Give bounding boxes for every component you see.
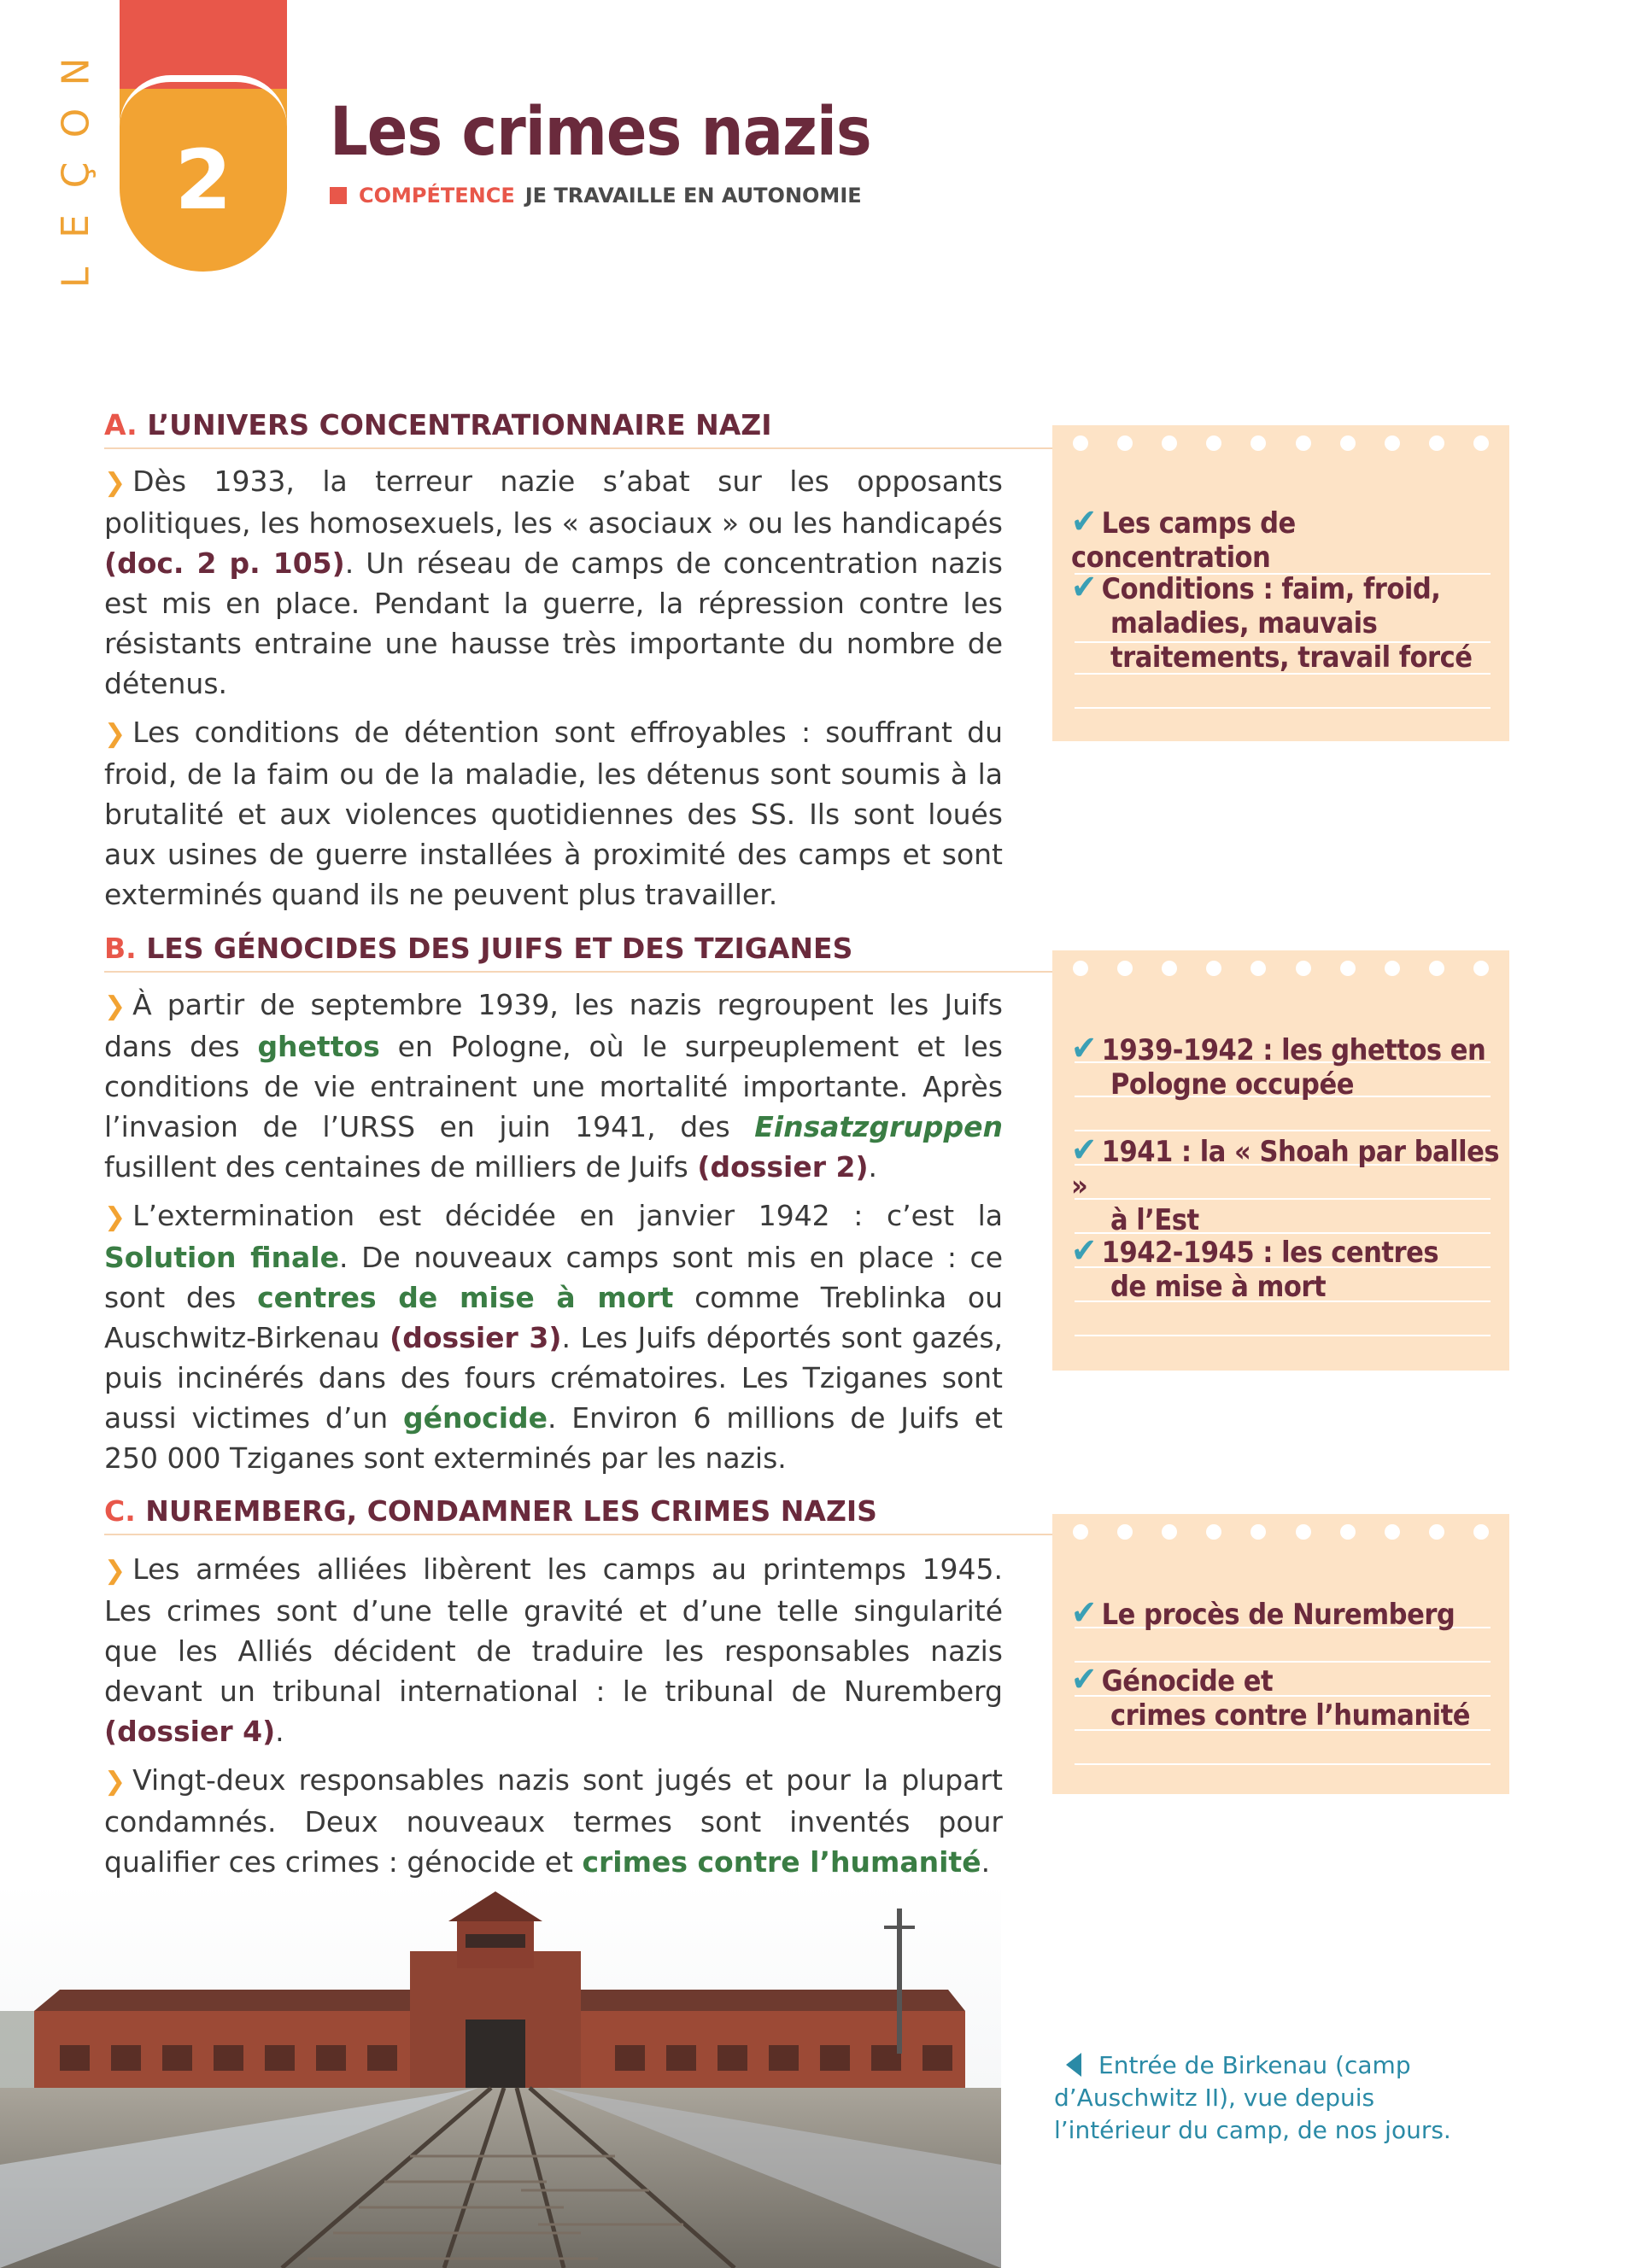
- section-title: LES GÉNOCIDES DES JUIFS ET DES TZIGANES: [146, 932, 853, 965]
- photo-caption: [1054, 2049, 1498, 2147]
- lecon-letter: E: [54, 213, 97, 238]
- paragraph-arrow-icon: ❯: [104, 1767, 126, 1797]
- paragraph-arrow-icon: ❯: [104, 1556, 126, 1586]
- section-title: L’UNIVERS CONCENTRATIONNAIRE NAZI: [147, 408, 772, 441]
- paragraph: [104, 712, 1003, 915]
- section-a-body: [104, 461, 1003, 923]
- section-a-heading: [104, 408, 772, 442]
- keyword: crimes contre l’humanité: [582, 1845, 981, 1879]
- paragraph-arrow-icon: ❯: [104, 991, 126, 1021]
- memo-box-c: [1052, 1514, 1509, 1794]
- check-icon: ✔: [1071, 1131, 1097, 1170]
- competence-square-icon: [330, 187, 347, 204]
- doc-reference: (doc. 2 p. 105): [104, 547, 345, 580]
- paragraph: ❯ L’extermination est décidée en janvier 1942 : c’est la Solution finale. De nouveaux camps sont mis en place : ce sont des centres de mise à mort comme Treblinka ou Auschwitz-Birkenau (dossier 3). Les Juifs déportés sont gazés, puis incinérés dans des fours crématoires. Les Tziganes sont aussi victimes d’un génocide. Environ 6 millions de Juifs et 250 000 Tziganes sont exterminés par les nazis.: [104, 1199, 1004, 1475]
- section-c-rule: [104, 1534, 1057, 1535]
- page-title: Les crimes nazis: [330, 94, 871, 171]
- check-icon: ✔: [1071, 1593, 1097, 1633]
- section-b-rule: [104, 971, 1057, 973]
- memo-item: ✔ 1942-1945 : les centres de mise à mort: [1071, 1231, 1439, 1304]
- doc-reference: (dossier 2): [697, 1150, 869, 1184]
- check-icon: ✔: [1071, 1029, 1097, 1068]
- paragraph: ❯ Les armées alliées libèrent les camps au printemps 1945. Les crimes sont d’une telle gravité et d’une telle singularité que les Alliés décident de traduire les responsables nazis devant un tribunal international : le tribunal de Nuremberg (dossier 4).: [104, 1552, 1003, 1748]
- check-icon: ✔: [1071, 502, 1097, 541]
- memo-item: ✔ Génocide et crimes contre l’humanité: [1071, 1660, 1471, 1733]
- birkenau-photo: [0, 1883, 1001, 2268]
- lecon-letter: Ç: [53, 161, 97, 188]
- badge-white-arc: [120, 75, 287, 126]
- caption-text: Entrée de Birkenau (camp d’Auschwitz II), vue depuis l’intérieur du camp, de nos jours.: [1054, 2051, 1451, 2144]
- competence-text: JE TRAVAILLE EN AUTONOMIE: [524, 184, 862, 208]
- keyword: ghettos: [257, 1030, 380, 1063]
- lecon-letter: N: [53, 57, 97, 86]
- memo-item: ✔ Conditions : faim, froid, maladies, mauvais traitements, travail forcé: [1071, 568, 1473, 675]
- section-c-heading: [104, 1494, 877, 1529]
- doc-reference: (dossier 3): [390, 1321, 562, 1354]
- memo-item: ✔ Le procès de Nuremberg: [1071, 1593, 1456, 1633]
- competence-label: COMPÉTENCE: [359, 184, 515, 208]
- memo-box-a: [1052, 425, 1509, 741]
- paragraph-arrow-icon: ❯: [104, 468, 126, 498]
- keyword: génocide: [402, 1401, 548, 1435]
- lecon-letter: O: [53, 108, 97, 138]
- paragraph: ❯ À partir de septembre 1939, les nazis regroupent les Juifs dans des ghettos en Pologne, où le surpeuplement et les conditions de vie entrainent une mortalité importante. Après l’invasion de l’URSS en juin 1941, des Einsatzgruppen fusillent des centaines de milliers de Juifs (dossier 2).: [104, 988, 1003, 1184]
- check-icon: ✔: [1071, 1231, 1097, 1271]
- section-letter: C.: [104, 1494, 136, 1528]
- paragraph-arrow-icon: ❯: [104, 1202, 126, 1232]
- memo-item: ✔ 1939-1942 : les ghettos en Pologne occupée: [1071, 1029, 1486, 1102]
- section-letter: B.: [104, 932, 137, 965]
- memo-item: ✔ Les camps de concentration: [1071, 502, 1296, 575]
- section-b-heading: [104, 932, 852, 966]
- section-title: NUREMBERG, CONDAMNER LES CRIMES NAZIS: [145, 1494, 877, 1528]
- paragraph-arrow-icon: ❯: [104, 719, 126, 749]
- doc-reference: (dossier 4): [104, 1715, 276, 1748]
- check-icon: ✔: [1071, 568, 1097, 607]
- keyword: Einsatzgruppen: [754, 1110, 1003, 1143]
- text: Dès 1933, la terreur nazie s’abat sur les opposants politiques, les homosexuels, les « asociaux » ou les handicapés: [104, 465, 1003, 540]
- text: Les conditions de détention sont effroyables : souffrant du froid, de la faim ou de la maladie, les détenus sont soumis à la brutalité et aux violences quotidiennes des SS. Ils sont loués aux usines de guerre installées à proximité des camps et sont exterminés quand ils ne peuvent plus travailler.: [104, 716, 1003, 911]
- caption-arrow-icon: [1066, 2053, 1081, 2077]
- check-icon: ✔: [1071, 1660, 1097, 1699]
- memo-box-b: [1052, 950, 1509, 1371]
- lesson-number: 2: [174, 132, 232, 228]
- section-b-body: [104, 985, 1003, 1487]
- keyword: centres de mise à mort: [257, 1281, 674, 1314]
- keyword: Solution finale: [104, 1241, 339, 1274]
- text: . Un réseau de camps de concentration nazis est mis en place. Pendant la guerre, la répression contre les résistants entraine une hausse très importante du nombre de détenus.: [104, 547, 1003, 700]
- memo-item: ✔ 1941 : la « Shoah par balles » à l’Est: [1071, 1131, 1500, 1237]
- lecon-vertical-label: [38, 53, 114, 296]
- competence-row: [330, 184, 862, 208]
- section-a-rule: [104, 447, 1057, 449]
- paragraph: ❯ Vingt-deux responsables nazis sont jugés et pour la plupart condamnés. Deux nouveaux termes sont inventés pour qualifier ces crimes : génocide et crimes contre l’humanité.: [104, 1763, 1003, 1879]
- section-c-body: [104, 1549, 1003, 1891]
- paragraph: [104, 461, 1003, 704]
- lecon-letter: L: [53, 266, 97, 289]
- section-letter: A.: [104, 408, 138, 441]
